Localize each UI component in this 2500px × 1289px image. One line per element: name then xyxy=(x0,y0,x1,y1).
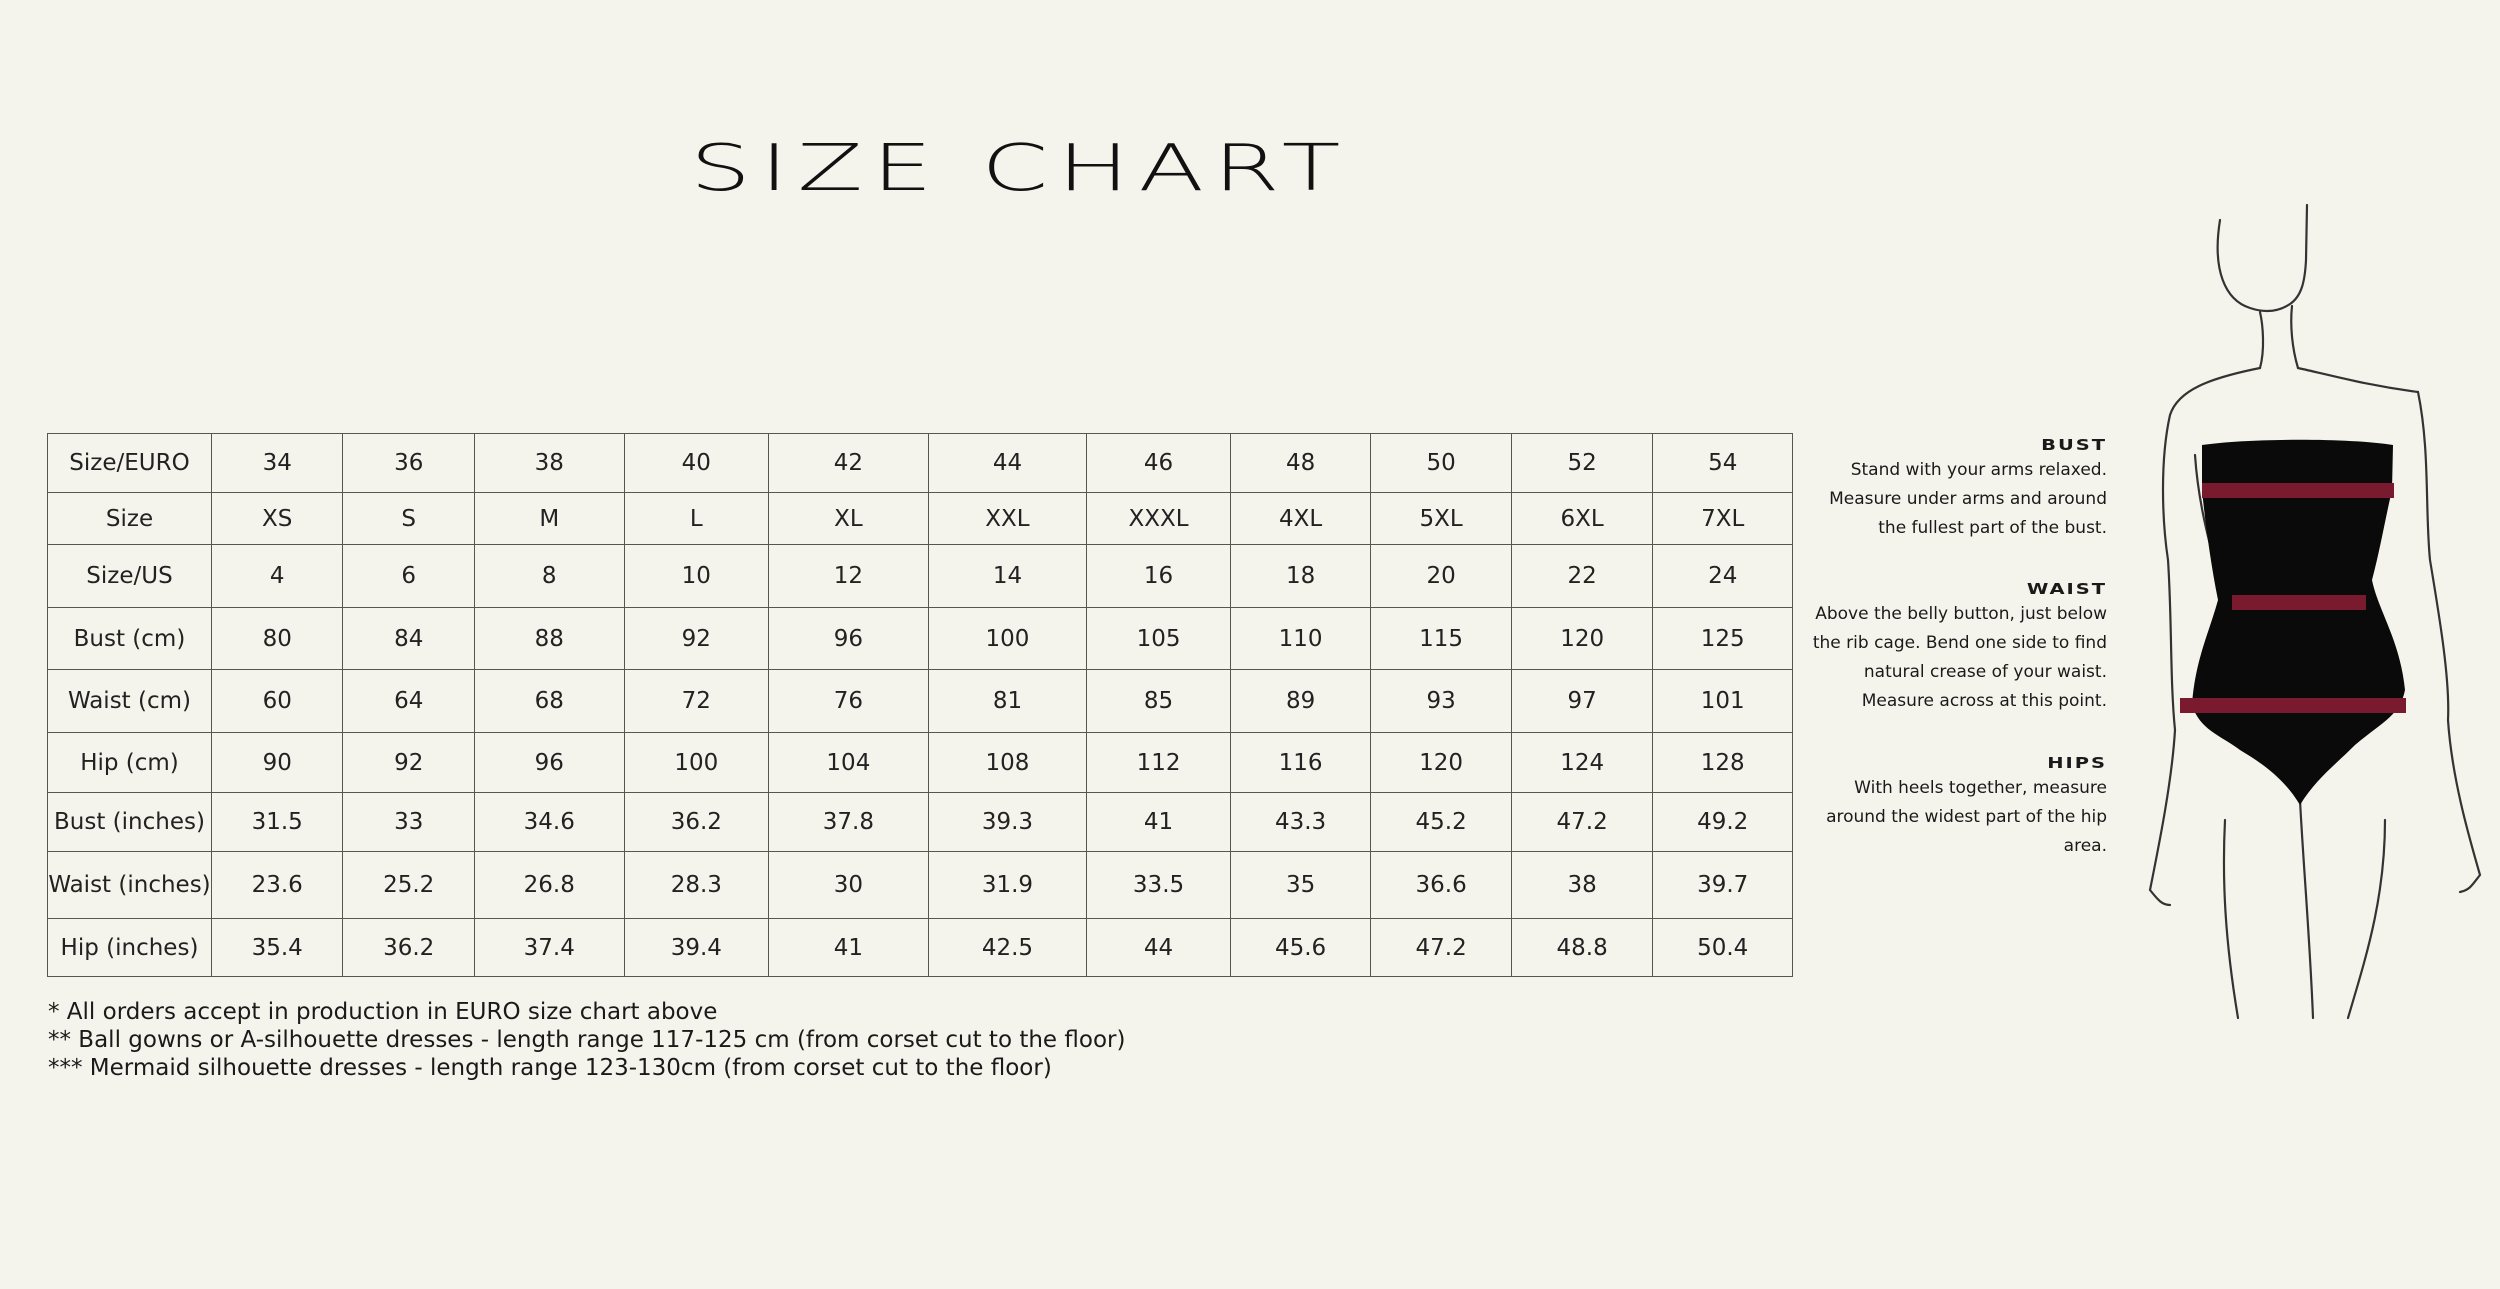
table-cell: 42 xyxy=(769,434,929,493)
row-label: Bust (inches) xyxy=(48,793,212,852)
waist-band xyxy=(2232,595,2366,610)
table-cell: 120 xyxy=(1371,733,1512,793)
table-cell: 45.2 xyxy=(1371,793,1512,852)
table-cell: 47.2 xyxy=(1371,919,1512,977)
table-cell: 52 xyxy=(1511,434,1653,493)
table-cell: 100 xyxy=(928,608,1087,670)
table-cell: 7XL xyxy=(1653,493,1793,545)
table-cell: 92 xyxy=(624,608,769,670)
hips-band xyxy=(2180,698,2406,713)
row-label: Waist (cm) xyxy=(48,670,212,733)
table-cell: 34 xyxy=(211,434,343,493)
table-cell: 39.3 xyxy=(928,793,1087,852)
waist-line-2: the rib cage. Bend one side to find xyxy=(1812,633,2107,653)
table-cell: 38 xyxy=(474,434,624,493)
row-label: Hip (inches) xyxy=(48,919,212,977)
note-1: * All orders accept in production in EURO size chart above xyxy=(48,999,718,1025)
table-cell: 101 xyxy=(1653,670,1793,733)
table-cell: 5XL xyxy=(1371,493,1512,545)
table-cell: 76 xyxy=(769,670,929,733)
hips-heading: HIPS xyxy=(2047,754,2107,772)
table-cell: 96 xyxy=(474,733,624,793)
table-row xyxy=(48,919,1793,977)
bust-line-1: Stand with your arms relaxed. xyxy=(1850,460,2107,480)
table-cell: 43.3 xyxy=(1230,793,1371,852)
table-cell: 92 xyxy=(343,733,475,793)
table-cell: 10 xyxy=(624,545,769,608)
table-cell: 90 xyxy=(211,733,343,793)
table-cell: 36.6 xyxy=(1371,852,1512,919)
row-label: Hip (cm) xyxy=(48,733,212,793)
right-leg xyxy=(2348,820,2385,1018)
table-cell: 8 xyxy=(474,545,624,608)
table-cell: 35.4 xyxy=(211,919,343,977)
table-cell: 37.8 xyxy=(769,793,929,852)
bust-line-2: Measure under arms and around xyxy=(1829,489,2107,509)
table-cell: 85 xyxy=(1087,670,1231,733)
bust-band xyxy=(2202,483,2394,498)
table-cell: 84 xyxy=(343,608,475,670)
table-cell: 68 xyxy=(474,670,624,733)
table-cell: 25.2 xyxy=(343,852,475,919)
table-cell: 4 xyxy=(211,545,343,608)
hips-guide xyxy=(1807,752,2107,861)
hips-line-1: With heels together, measure xyxy=(1854,778,2107,798)
page-title: SIZE CHART xyxy=(690,132,1350,206)
table-cell: XXL xyxy=(928,493,1087,545)
table-cell: 44 xyxy=(928,434,1087,493)
table-row xyxy=(48,608,1793,670)
body-figure-illustration xyxy=(2100,200,2500,1030)
table-cell: 6XL xyxy=(1511,493,1653,545)
waist-line-4: Measure across at this point. xyxy=(1861,691,2107,711)
table-cell: 80 xyxy=(211,608,343,670)
table-cell: 88 xyxy=(474,608,624,670)
note-3: *** Mermaid silhouette dresses - length range 123-130cm (from corset cut to the floor) xyxy=(48,1055,1052,1081)
row-label: Size/EURO xyxy=(48,434,212,493)
table-cell: 35 xyxy=(1230,852,1371,919)
table-cell: 36.2 xyxy=(624,793,769,852)
table-cell: 100 xyxy=(624,733,769,793)
table-cell: 33.5 xyxy=(1087,852,1231,919)
table-cell: 26.8 xyxy=(474,852,624,919)
row-label: Size xyxy=(48,493,212,545)
table-row xyxy=(48,793,1793,852)
table-cell: 50 xyxy=(1371,434,1512,493)
table-cell: 124 xyxy=(1511,733,1653,793)
hips-line-2: around the widest part of the hip xyxy=(1826,807,2107,827)
table-cell: 115 xyxy=(1371,608,1512,670)
table-cell: 34.6 xyxy=(474,793,624,852)
table-row xyxy=(48,670,1793,733)
size-table xyxy=(47,433,1793,977)
table-cell: 4XL xyxy=(1230,493,1371,545)
table-cell: 36.2 xyxy=(343,919,475,977)
waist-heading: WAIST xyxy=(2026,580,2107,598)
table-cell: 18 xyxy=(1230,545,1371,608)
table-cell: 24 xyxy=(1653,545,1793,608)
table-cell: 23.6 xyxy=(211,852,343,919)
table-row xyxy=(48,545,1793,608)
inner-leg xyxy=(2300,800,2313,1018)
table-row xyxy=(48,493,1793,545)
bust-line-3: the fullest part of the bust. xyxy=(1878,518,2107,538)
table-row xyxy=(48,434,1793,493)
table-cell: 47.2 xyxy=(1511,793,1653,852)
table-cell: 12 xyxy=(769,545,929,608)
table-row xyxy=(48,852,1793,919)
table-cell: 108 xyxy=(928,733,1087,793)
table-cell: 6 xyxy=(343,545,475,608)
table-cell: 31.9 xyxy=(928,852,1087,919)
notes xyxy=(48,998,1125,1082)
table-cell: 104 xyxy=(769,733,929,793)
table-cell: 39.4 xyxy=(624,919,769,977)
row-label: Size/US xyxy=(48,545,212,608)
table-cell: 41 xyxy=(769,919,929,977)
table-cell: 40 xyxy=(624,434,769,493)
table-cell: 60 xyxy=(211,670,343,733)
table-cell: 39.7 xyxy=(1653,852,1793,919)
table-cell: 37.4 xyxy=(474,919,624,977)
table-cell: 41 xyxy=(1087,793,1231,852)
table-cell: 125 xyxy=(1653,608,1793,670)
table-cell: 116 xyxy=(1230,733,1371,793)
row-label: Bust (cm) xyxy=(48,608,212,670)
neck-right xyxy=(2291,306,2298,368)
table-cell: 120 xyxy=(1511,608,1653,670)
table-cell: XXXL xyxy=(1087,493,1231,545)
table-cell: 44 xyxy=(1087,919,1231,977)
table-cell: S xyxy=(343,493,475,545)
table-cell: 110 xyxy=(1230,608,1371,670)
hips-line-3: area. xyxy=(2063,836,2107,856)
table-cell: 81 xyxy=(928,670,1087,733)
table-cell: 33 xyxy=(343,793,475,852)
bust-heading: BUST xyxy=(2041,436,2107,454)
table-cell: 50.4 xyxy=(1653,919,1793,977)
table-cell: XS xyxy=(211,493,343,545)
table-cell: 30 xyxy=(769,852,929,919)
table-cell: 48.8 xyxy=(1511,919,1653,977)
left-leg xyxy=(2224,820,2238,1018)
table-cell: 49.2 xyxy=(1653,793,1793,852)
table-cell: 14 xyxy=(928,545,1087,608)
bust-guide xyxy=(1807,434,2107,543)
head-outline xyxy=(2218,205,2307,311)
table-cell: 96 xyxy=(769,608,929,670)
table-cell: 105 xyxy=(1087,608,1231,670)
table-cell: 64 xyxy=(343,670,475,733)
neck-left xyxy=(2260,312,2263,368)
table-cell: 97 xyxy=(1511,670,1653,733)
table-cell: 20 xyxy=(1371,545,1512,608)
row-label: Waist (inches) xyxy=(48,852,212,919)
table-cell: 72 xyxy=(624,670,769,733)
table-cell: 36 xyxy=(343,434,475,493)
table-cell: 46 xyxy=(1087,434,1231,493)
table-cell: XL xyxy=(769,493,929,545)
table-cell: 48 xyxy=(1230,434,1371,493)
table-row xyxy=(48,733,1793,793)
waist-guide xyxy=(1807,578,2107,716)
table-cell: 42.5 xyxy=(928,919,1087,977)
table-cell: 28.3 xyxy=(624,852,769,919)
table-cell: M xyxy=(474,493,624,545)
note-2: ** Ball gowns or A-silhouette dresses - length range 117-125 cm (from corset cut to the floor) xyxy=(48,1027,1126,1053)
table-cell: 54 xyxy=(1653,434,1793,493)
table-cell: L xyxy=(624,493,769,545)
table-cell: 16 xyxy=(1087,545,1231,608)
table-cell: 112 xyxy=(1087,733,1231,793)
table-cell: 45.6 xyxy=(1230,919,1371,977)
waist-line-3: natural crease of your waist. xyxy=(1863,662,2107,682)
table-cell: 89 xyxy=(1230,670,1371,733)
table-cell: 128 xyxy=(1653,733,1793,793)
table-cell: 93 xyxy=(1371,670,1512,733)
table-cell: 31.5 xyxy=(211,793,343,852)
table-cell: 38 xyxy=(1511,852,1653,919)
table-cell: 22 xyxy=(1511,545,1653,608)
waist-line-1: Above the belly button, just below xyxy=(1815,604,2107,624)
